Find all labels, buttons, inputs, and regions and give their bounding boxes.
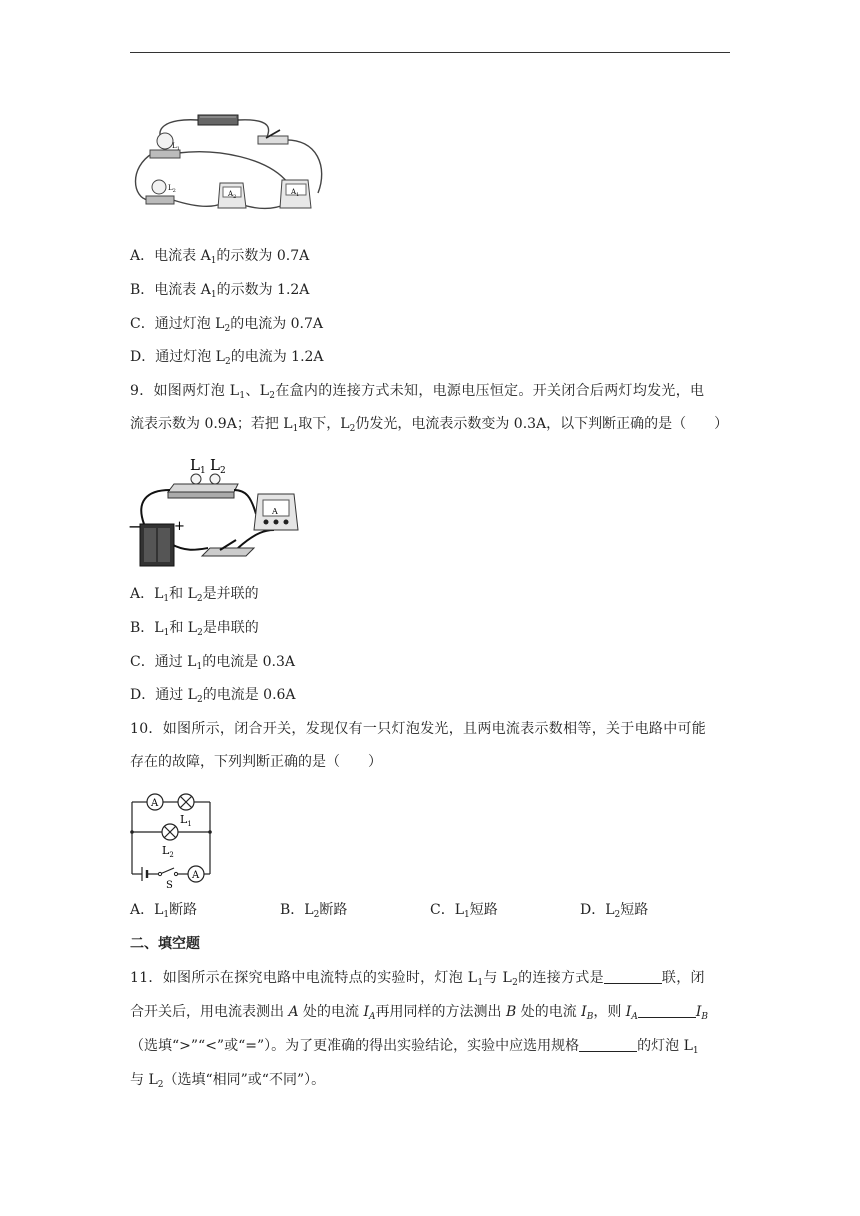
q9-circuit-figure: [126, 452, 304, 570]
q9-option-a[interactable]: A．$L_1$和 $L_2$是并联的: [130, 586, 259, 604]
q10-fig-switch-label: S: [166, 880, 173, 891]
q8-fig-a2-label: $A_2$: [228, 190, 237, 200]
q10-stem-line-2: 存在的故障，下列判断正确的是（ ）: [130, 754, 382, 770]
header-rule: [130, 52, 730, 53]
q11-stem-line-2: 合开关后，用电流表测出 A 处的电流 $I_A$再用同样的方法测出 B 处的电流 $I_B$，则 $I_A$ $I_B$: [130, 1004, 708, 1022]
q10-fig-ammeter-bottom-label: A: [192, 870, 200, 881]
q8-option-b[interactable]: B．电流表 $A_1$的示数为 1.2A: [130, 282, 310, 300]
q9-option-d[interactable]: D．通过 $L_2$的电流是 0.6A: [130, 687, 296, 705]
q11-blank-spec[interactable]: [579, 1037, 637, 1052]
q9-option-c[interactable]: C．通过 $L_1$的电流是 0.3A: [130, 654, 296, 672]
q11-stem-line-1: 11．如图所示在探究电路中电流特点的实验时，灯泡 $L_1$与 $L_2$的连接方式是 联，闭: [130, 970, 705, 988]
q10-option-c[interactable]: C．$L_1$短路: [430, 902, 498, 920]
q10-options-row: [130, 900, 648, 920]
q8-option-d[interactable]: D．通过灯泡 $L_2$的电流为 1.2A: [130, 349, 324, 367]
q9-fig-plus-label: +: [174, 519, 185, 534]
q8-fig-l1-label: $L_1$: [172, 142, 180, 152]
q10-fig-l2-label: $L_2$: [162, 844, 174, 859]
q11-blank-connection[interactable]: [604, 969, 662, 984]
q9-fig-l2-label: $L_2$: [210, 456, 226, 476]
q8-fig-l2-label: $L_2$: [168, 184, 176, 194]
q8-option-a[interactable]: A．电流表 $A_1$的示数为 0.7A: [130, 248, 310, 266]
q11-stem-line-4: 与 $L_2$（选填“相同”或“不同”）。: [130, 1072, 326, 1090]
q11-blank-compare[interactable]: [638, 1003, 696, 1018]
q9-fig-l1-label: $L_1$: [190, 456, 206, 476]
q8-option-c[interactable]: C．通过灯泡 $L_2$的电流为 0.7A: [130, 316, 324, 334]
q10-fig-ammeter-top-label: A: [151, 798, 159, 809]
q10-circuit-figure: [124, 782, 216, 892]
q10-stem-line-1: 10．如图所示，闭合开关，发现仅有一只灯泡发光，且两电流表示数相等，关于电路中可能: [130, 721, 707, 737]
q9-stem-line-1: 9．如图两灯泡 $L_1$、$L_2$在盒内的连接方式未知，电源电压恒定。开关闭合后两灯均发光，电: [130, 383, 705, 401]
q9-option-b[interactable]: B．$L_1$和 $L_2$是串联的: [130, 620, 259, 638]
q10-option-a[interactable]: A．$L_1$断路: [130, 902, 198, 920]
q9-fig-meter-label: A: [272, 507, 278, 516]
section-heading-fill-blank: 二、填空题: [130, 936, 200, 952]
q10-option-b[interactable]: B．$L_2$断路: [280, 902, 348, 920]
q8-circuit-figure: [128, 108, 328, 218]
q10-fig-l1-label: $L_1$: [180, 813, 192, 828]
q9-stem-line-2: 流表示数为 0.9A；若把 $L_1$取下，$L_2$仍发光，电流表示数变为 0.3A，以下判断正确的是（ ）: [130, 416, 729, 434]
q9-fig-minus-label: −: [128, 517, 142, 536]
q11-stem-line-3: （选填“>”“<”或“=”）。为了更准确的得出实验结论，实验中应选用规格 的灯泡 $L_1$: [130, 1038, 699, 1056]
q10-option-d[interactable]: D．$L_2$短路: [580, 902, 649, 920]
q8-fig-a1-label: $A_1$: [291, 188, 300, 198]
